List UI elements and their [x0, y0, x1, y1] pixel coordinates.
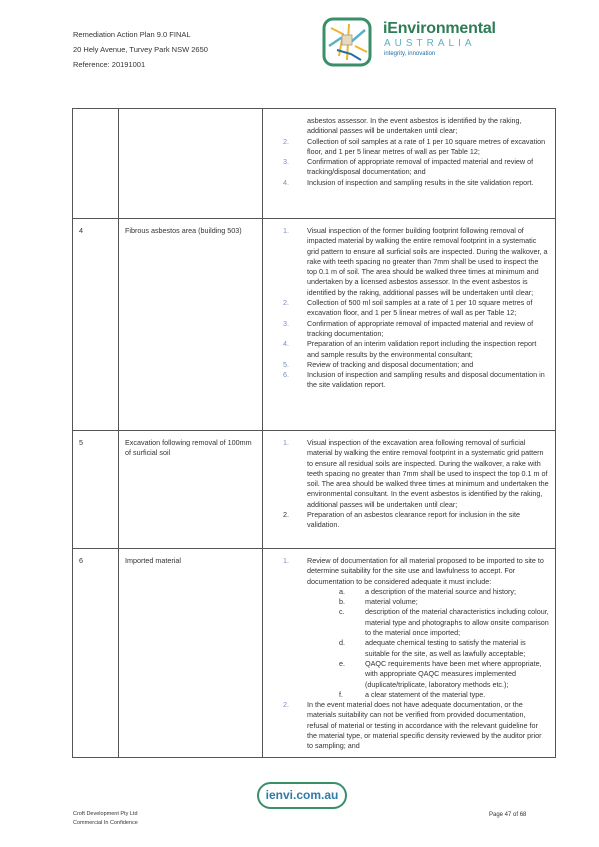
- requirement-text: Inclusion of inspection and sampling results in the site validation report.: [307, 177, 534, 187]
- requirement-text: Visual inspection of the excavation area following removal of surficial material by walking the entire removal footprint in a systematic grid pattern to ensure all residual soils are inspected. During the walkover, a rake with teeth spacing no greater than 7mm shall be used to inspect the top 0.1 m of soil. The area should be walked three times at minimum and undertaken the environmental consultant. In the event asbestos is identified by the raking, additional passes will be undertaken until clear;: [307, 438, 549, 509]
- requirement-number: 6.: [283, 370, 289, 380]
- sub-requirement-text: QAQC requirements have been met where appropriate, with appropriate QAQC measures implemented (duplicate/triplicate, laboratory methods etc.);: [365, 658, 542, 689]
- sub-requirement-letter: d.: [339, 638, 345, 648]
- page-number: Page 47 of 68: [489, 812, 527, 818]
- requirement-text: Visual inspection of the former building footprint following removal of impacted material by walking the entire removal footprint in a systematic grid pattern to ensure all surficial soils are inspected. During the walkover, a rake with teeth spacing no greater than 7mm shall be used to inspect the top 0.1 m of soil. The area should be walked three times at minimum and undertaken by a licensed asbestos assessor. In the event asbestos is identified by the raking, additional passes will be undertaken until clear;: [307, 226, 548, 297]
- sub-requirement-item: [307, 690, 549, 700]
- requirement-item: [269, 339, 549, 360]
- footer-confidential: Commercial In Confidence: [73, 820, 138, 826]
- sub-requirement-item: [307, 659, 549, 690]
- footer-company: Croft Development Pty Ltd: [73, 811, 138, 817]
- map-logo-icon: [321, 16, 373, 68]
- validation-table: [72, 108, 556, 758]
- requirement-item: [269, 319, 549, 340]
- requirement-text: Review of tracking and disposal documentation; and: [307, 359, 474, 369]
- requirements-list: [269, 556, 549, 752]
- table-row: [73, 219, 556, 431]
- header-address: 20 Hely Avenue, Turvey Park NSW 2650: [73, 45, 208, 54]
- requirement-number: 4.: [283, 339, 289, 349]
- sub-requirement-text: a clear statement of the material type.: [365, 689, 486, 699]
- logo-country: AUSTRALIA: [384, 38, 476, 49]
- logo-tagline: integrity, innovation: [384, 51, 436, 57]
- requirement-text: Preparation of an asbestos clearance report for inclusion in the site validation.: [307, 510, 520, 530]
- sub-requirement-text: adequate chemical testing to satisfy the material is suitable for the site, as well as lawfully acceptable;: [365, 638, 526, 658]
- requirement-text: Review of documentation for all material proposed to be imported to site to determine suitability for the site use and lawfulness to accept. For documentation to be considered adequate it must include:: [307, 556, 544, 586]
- row-label-cell: [119, 109, 263, 219]
- requirement-text: Confirmation of appropriate removal of impacted material and review of tracking/disposal documentation; and: [307, 157, 534, 177]
- sub-requirement-letter: b.: [339, 597, 345, 607]
- sub-requirement-item: [307, 587, 549, 597]
- requirement-number: 5.: [283, 359, 289, 369]
- requirement-item: [269, 700, 549, 751]
- row-label-cell: Imported material: [119, 549, 263, 758]
- requirement-item: [269, 370, 549, 391]
- requirement-item: [269, 116, 549, 137]
- requirement-number: 1.: [283, 556, 289, 565]
- requirement-text: asbestos assessor. In the event asbestos is identified by the raking, additional passes will be undertaken until clear;: [307, 116, 522, 136]
- row-requirements-cell: [263, 109, 556, 219]
- requirements-list: [269, 226, 549, 391]
- row-label-cell: Fibrous asbestos area (building 503): [119, 219, 263, 431]
- row-requirements-cell: [263, 219, 556, 431]
- sub-requirement-letter: c.: [339, 607, 345, 617]
- requirement-number: 1.: [283, 226, 289, 235]
- requirement-item: [269, 298, 549, 319]
- requirement-text: Collection of 500 ml soil samples at a rate of 1 per 10 square metres of excavation floor, and 1 per 5 linear metres of wall as per Table 12;: [307, 298, 533, 318]
- document-header: [73, 27, 208, 72]
- requirement-item: [269, 137, 549, 158]
- row-number-cell: [73, 109, 119, 219]
- row-requirements-cell: [263, 431, 556, 549]
- logo-brand: iEnvironmental: [383, 20, 496, 37]
- sub-requirement-item: [307, 597, 549, 607]
- requirement-number: 2.: [283, 298, 289, 308]
- row-requirements-cell: [263, 549, 556, 758]
- company-logo: [321, 16, 501, 68]
- sub-requirement-letter: a.: [339, 586, 345, 596]
- row-number-cell: 5: [73, 431, 119, 549]
- requirement-item: [269, 360, 549, 370]
- requirement-item: [269, 178, 549, 188]
- sub-requirement-letter: f.: [339, 689, 343, 699]
- requirement-number: 3.: [283, 157, 289, 167]
- row-number-cell: 4: [73, 219, 119, 431]
- table-row: [73, 431, 556, 549]
- requirement-number: 2.: [283, 136, 289, 146]
- sub-requirement-letter: e.: [339, 658, 345, 668]
- requirement-number: 2.: [283, 700, 289, 710]
- footer-company-block: [73, 810, 138, 828]
- requirement-text: Confirmation of appropriate removal of impacted material and review of tracking documentation;: [307, 318, 534, 338]
- requirement-item: [269, 556, 549, 700]
- requirement-item: [269, 226, 549, 298]
- website-badge[interactable]: ienvi.com.au: [257, 782, 347, 809]
- requirement-text: In the event material does not have adequate documentation, or the materials suitability can not be verified from provided documentation, refusal of material or testing in accordance with the relevant guideline for the material type, or material specific density reviewed by the auditor prior to sampling; and: [307, 700, 542, 751]
- row-number-cell: 6: [73, 549, 119, 758]
- requirement-number: 4.: [283, 177, 289, 187]
- sub-requirement-text: a description of the material source and history;: [365, 586, 517, 596]
- header-reference: Reference: 20191001: [73, 60, 146, 69]
- requirement-text: Inclusion of inspection and sampling results and disposal documentation in the site validation report.: [307, 370, 545, 390]
- sub-requirements-list: [307, 587, 549, 700]
- requirement-text: Collection of soil samples at a rate of 1 per 10 square metres of excavation floor, and 1 per 5 linear metres of wall as per Table 12;: [307, 136, 546, 156]
- requirement-item: [269, 157, 549, 178]
- requirements-list: [269, 438, 549, 531]
- requirement-item: [269, 510, 549, 531]
- requirement-number: 1.: [283, 438, 289, 447]
- requirement-text: Preparation of an interim validation report including the inspection report and sample results by the environmental consultant;: [307, 339, 537, 359]
- requirement-item: [269, 438, 549, 510]
- row-label-cell: Excavation following removal of 100mm of surficial soil: [119, 431, 263, 549]
- requirement-number: 3.: [283, 318, 289, 328]
- table-row: [73, 109, 556, 219]
- sub-requirement-item: [307, 607, 549, 638]
- sub-requirement-text: description of the material characteristics including colour, material type and photographs to allow onsite comparison to the material once imported;: [365, 607, 549, 638]
- sub-requirement-text: material volume;: [365, 597, 418, 607]
- table-row: [73, 549, 556, 758]
- requirements-list: [269, 116, 549, 188]
- sub-requirement-item: [307, 638, 549, 659]
- requirement-number: 2.: [283, 510, 289, 520]
- header-title: Remediation Action Plan 9.0 FINAL: [73, 30, 191, 39]
